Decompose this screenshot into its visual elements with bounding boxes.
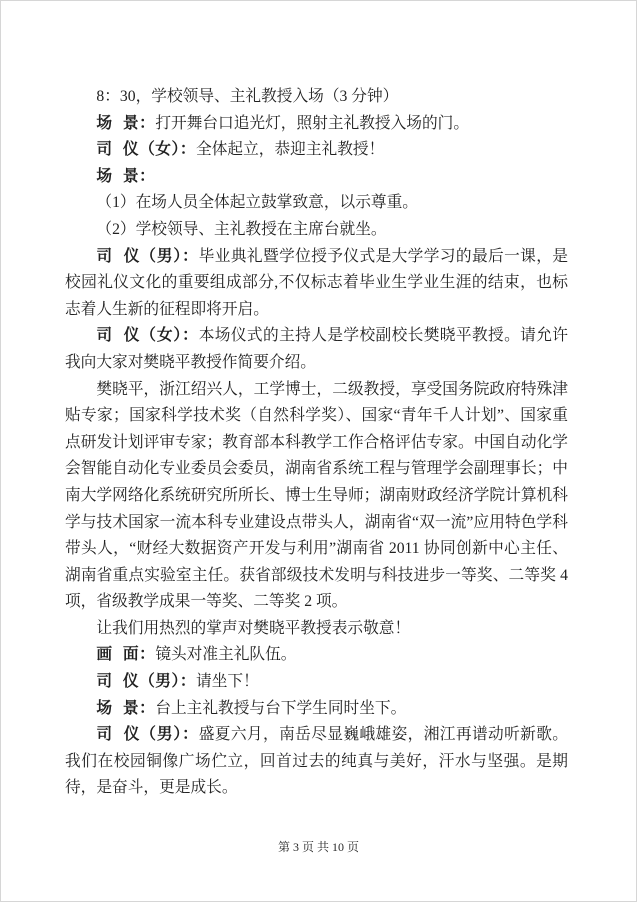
speaker-label: 司 仪（男）： bbox=[96, 673, 197, 691]
speaker-label: 场 景： bbox=[96, 699, 156, 717]
paragraph bbox=[65, 111, 568, 138]
paragraph-text: 盛夏六月，南岳尽显巍峨雄姿，湘江再谱动听新歌。我们在校园铜像广场伫立，回首过去的纯真与美好，汗水与坚强。是期待，是奋斗，更是成长。 bbox=[65, 726, 568, 797]
paragraph-text: 毕业典礼暨学位授予仪式是大学学习的最后一课，是校园礼仪文化的重要组成部分,不仅标志着毕业生学业生涯的结束，也标志着人生新的征程即将开启。 bbox=[65, 247, 568, 318]
paragraph-text: 打开舞台口追光灯，照射主礼教授入场的门。 bbox=[155, 114, 470, 132]
paragraph-text: 樊晓平，浙江绍兴人，工学博士，二级教授，享受国务院政府特殊津贴专家；国家科学技术奖（自然科学奖）、国家“青年千人计划”、国家重点研发计划评审专家；教育部本科教学工作合格评估专家。中国自动化学会智能自动化专业委员会委员，湖南省系统工程与管理学会副理事长；中南大学网络化系统研究所所长、博士生导师；湖南财政经济学院计算机科学与技术国家一流本科专业建设点带头人，湖南省“双一流”应用特色学科带头人，“财经大数据资产开发与利用”湖南省 2011 协同创新中心主任、湖南省重点实验室主任。获省部级技术发明与科技进步一等奖、二等奖 4 项，省级教学成果一等奖、二等奖 2 项。 bbox=[65, 380, 568, 611]
paragraph bbox=[65, 137, 568, 164]
paragraph-text: 台上主礼教授与台下学生同时坐下。 bbox=[155, 699, 407, 717]
page-number: 第 3 页 共 10 页 bbox=[277, 840, 359, 854]
paragraph bbox=[65, 84, 568, 111]
speaker-label: 司 仪（男）： bbox=[96, 726, 199, 744]
paragraph-text: 镜头对准主礼队伍。 bbox=[155, 646, 297, 664]
paragraph bbox=[65, 377, 568, 616]
speaker-label: 司 仪（男）： bbox=[96, 247, 199, 265]
paragraph bbox=[65, 722, 568, 802]
paragraph bbox=[65, 164, 568, 191]
paragraph-text: 请坐下！ bbox=[196, 673, 259, 691]
speaker-label: 场 景： bbox=[96, 114, 156, 132]
paragraph bbox=[65, 669, 568, 696]
paragraph bbox=[65, 616, 568, 643]
speaker-label: 司 仪（女）： bbox=[96, 327, 199, 345]
paragraph-text: 8：30，学校领导、主礼教授入场（3 分钟） bbox=[96, 88, 399, 105]
paragraph bbox=[65, 696, 568, 723]
paragraph-text: 全体起立，恭迎主礼教授！ bbox=[196, 141, 385, 159]
paragraph bbox=[65, 244, 568, 324]
paragraph-text: 本场仪式的主持人是学校副校长樊晓平教授。请允许我向大家对樊晓平教授作简要介绍。 bbox=[65, 327, 568, 371]
speaker-label: 场 景： bbox=[96, 167, 156, 185]
speaker-label: 画 面： bbox=[96, 646, 156, 664]
paragraph bbox=[65, 190, 568, 217]
speaker-label: 司 仪（女）： bbox=[96, 141, 197, 159]
document-body bbox=[65, 84, 568, 802]
paragraph bbox=[65, 642, 568, 669]
paragraph-text: （2）学校领导、主礼教授在主席台就坐。 bbox=[96, 220, 387, 238]
page-footer bbox=[1, 840, 636, 855]
paragraph-text: （1）在场人员全体起立鼓掌致意，以示尊重。 bbox=[96, 194, 418, 212]
paragraph bbox=[65, 217, 568, 244]
paragraph-text: 让我们用热烈的掌声对樊晓平教授表示敬意！ bbox=[96, 619, 411, 637]
paragraph bbox=[65, 323, 568, 376]
